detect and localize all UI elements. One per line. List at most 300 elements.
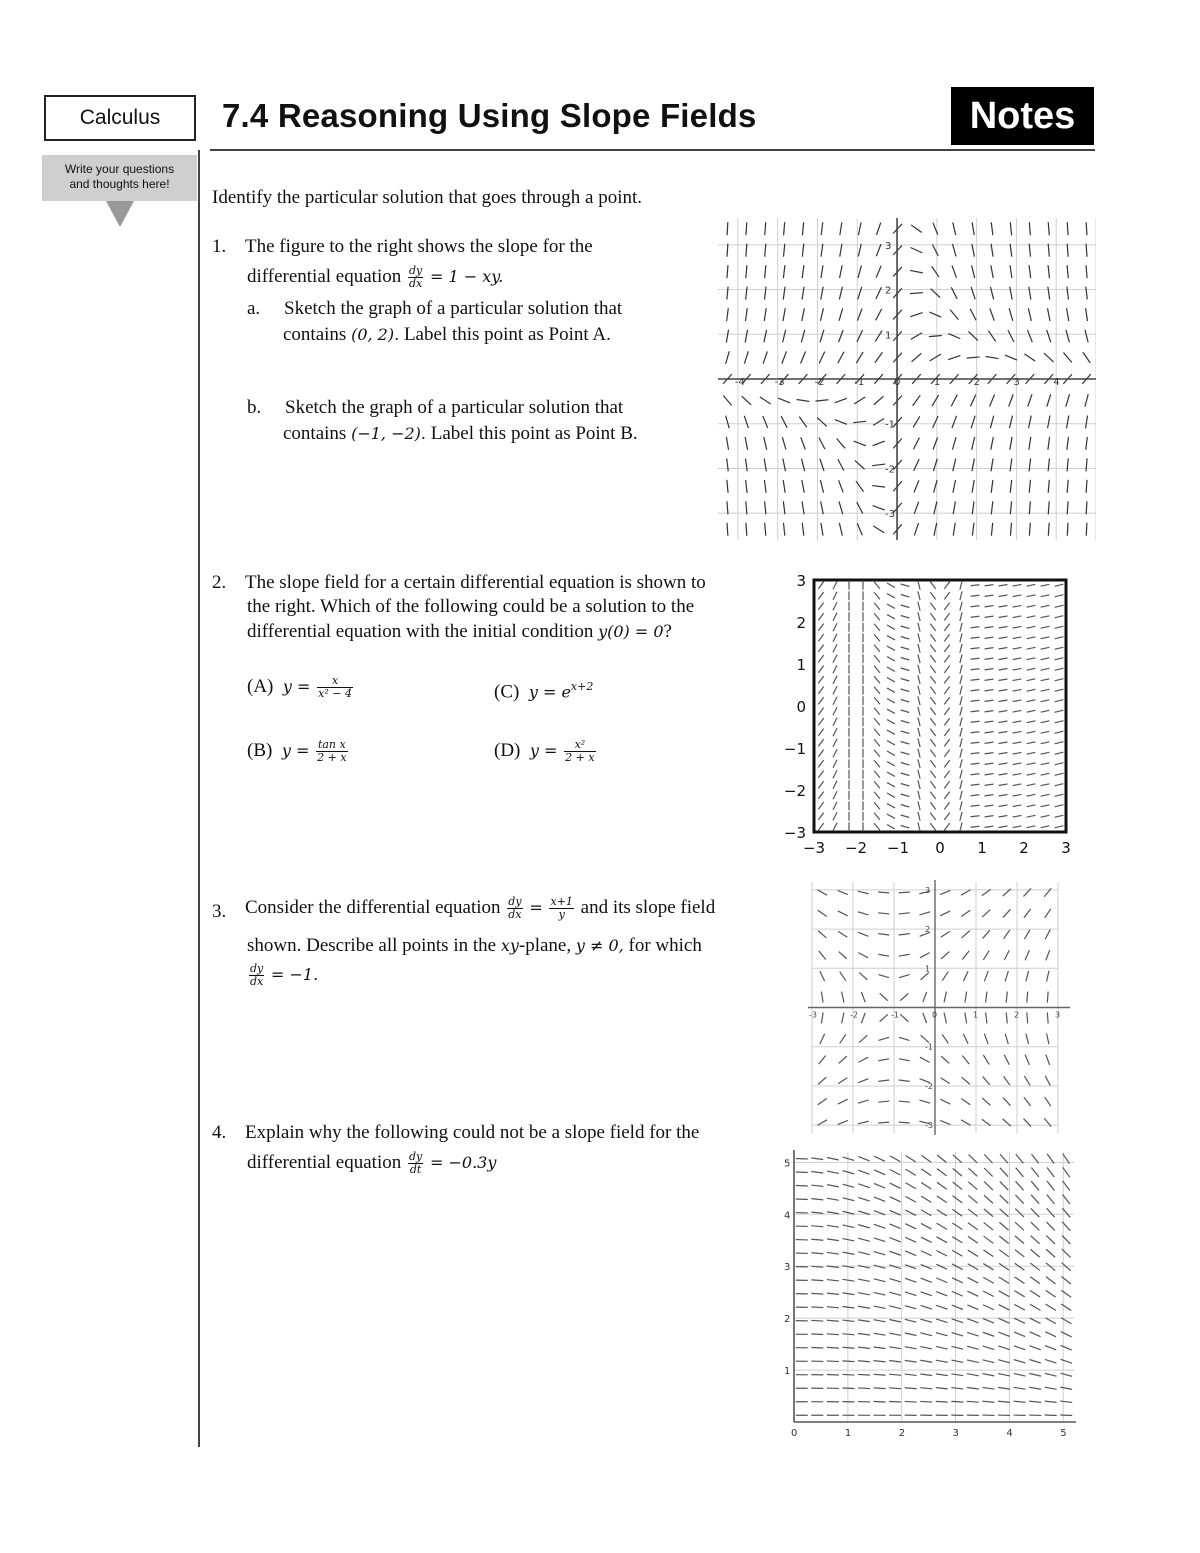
slope-segment [944,781,949,788]
slope-segment [983,1332,994,1336]
slope-segment [827,1347,839,1348]
slope-segment [910,313,922,317]
slope-segment [765,244,766,257]
slope-segment [1013,826,1022,828]
slope-segment [951,1374,963,1376]
slope-segment [838,890,848,894]
x-tick-label: 0 [894,377,901,388]
slope-segment [1048,265,1049,278]
slope-segment [929,336,942,337]
slope-segment [887,741,895,745]
slope-segment [1010,287,1013,300]
slope-segment [827,1158,839,1160]
q4-frac-den: dt [409,1163,422,1177]
slope-segment [833,791,837,799]
slope-segment [858,1157,869,1161]
slope-segment [911,248,923,253]
slope-segment [901,763,910,765]
slope-segment [905,1183,915,1189]
q2-choice-b-frac [316,739,347,764]
y-tick-label: −1 [783,740,806,758]
slope-segment [930,718,935,725]
slope-segment [960,665,962,674]
slope-segment [872,486,885,488]
slope-segment [840,1034,846,1043]
slope-segment [985,742,994,743]
slope-segment [937,1237,947,1243]
slope-segment [918,728,920,737]
slope-segment [890,1224,901,1229]
slope-segment [833,655,837,663]
slope-segment [991,523,992,536]
slope-segment [972,265,975,278]
slope-segment [843,1225,855,1228]
x-tick-label: 1 [973,1010,979,1020]
sidebar-note-line-2: and thoughts here! [69,177,170,191]
slope-segment [837,438,845,448]
slope-segment [1009,308,1013,321]
slope-segment [905,1224,916,1229]
slope-segment [1047,1181,1054,1190]
slope-segment [1055,784,1064,786]
slope-segment [901,731,910,733]
slope-segment [921,1278,932,1282]
slope-segment [820,459,824,471]
slope-segment [991,244,993,257]
x-tick-label: −2 [844,839,868,857]
slope-segment [801,330,804,343]
slope-segment [745,458,747,471]
slope-segment [986,356,999,358]
slope-segment [1014,1360,1026,1363]
slope-segment [985,784,994,785]
q4-line-2 [247,1150,496,1176]
slope-segment [858,912,869,915]
slope-segment [930,781,935,788]
slope-segment [918,707,920,716]
slope-segment [889,1374,901,1375]
slope-segment [940,911,950,916]
slope-segment [878,1037,889,1040]
slope-segment [764,287,766,300]
slope-segment [889,1306,901,1309]
slope-segment [952,1278,963,1283]
slope-segment [953,1155,962,1163]
slope-segment [1013,626,1022,628]
slope-segment [968,1168,977,1176]
slope-segment [1086,244,1087,257]
slope-segment [1061,1345,1072,1350]
slope-segment [1086,416,1088,429]
slope-segment [874,729,880,736]
slope-segment [968,1277,979,1283]
slope-segment [944,676,949,683]
q2-choice-b [247,738,350,764]
slope-segment [960,654,962,663]
slope-segment [820,330,824,342]
slope-segment [1015,1195,1023,1204]
slope-segment [1060,1373,1072,1376]
slope-segment [988,331,995,342]
slope-segment [1027,647,1036,649]
slope-segment [726,330,728,343]
slope-segment [905,1374,917,1375]
slope-segment [854,397,865,404]
slope-segment [874,1238,885,1242]
slope-segment [944,750,949,757]
slope-segment [971,648,980,649]
slope-segment [983,1318,994,1323]
slope-segment [746,523,747,536]
slope-segment [1041,700,1050,702]
slope-segment [1027,1012,1028,1023]
slope-segment [889,1333,901,1335]
slope-segment [971,690,980,691]
slope-segment [930,792,935,799]
slope-segment [1086,265,1087,278]
slope-segment [999,595,1008,597]
slope-segment [818,592,823,599]
slope-segment [936,1319,947,1323]
slope-segment [1041,626,1050,628]
slope-segment [899,1101,910,1102]
slope-segment [843,1171,855,1174]
q1-frac-den: dx [408,277,423,291]
slope-segment [905,1292,916,1296]
slope-segment [1027,721,1036,723]
slope-segment [970,395,975,407]
slope-segment [983,951,989,960]
slope-segment [970,309,976,321]
y-tick-label: 0 [796,698,806,716]
slope-segment [960,591,962,600]
slope-segment [1015,1263,1025,1270]
slope-segment [765,501,766,514]
slope-segment [889,1320,901,1322]
slope-segment [971,763,980,764]
slope-segment [1041,826,1050,828]
slope-segment [818,603,823,610]
slope-segment [960,612,962,621]
slope-segment [876,244,881,256]
slope-segment [911,333,922,340]
slope-segment [999,763,1008,765]
slope-segment [914,502,919,514]
q1b-point: (−1, −2). [351,424,426,443]
slope-segment [858,1293,870,1295]
slope-segment [858,265,861,278]
slope-segment [821,992,823,1003]
slope-segment [818,708,823,715]
slope-segment [818,781,823,788]
slope-segment [1029,1401,1041,1402]
slope-segment [833,739,837,747]
q4-line-1: Explain why the following could not be a slope field for the [245,1122,700,1143]
slope-segment [874,1170,885,1175]
slope-segment [918,770,920,779]
slope-segment [887,667,895,671]
slope-segment [962,1077,970,1084]
slope-segment [985,595,994,596]
slope-segment [929,312,941,317]
slope-segment [818,718,823,725]
slope-segment [819,352,824,364]
slope-segment [905,1265,916,1269]
slope-segment [818,666,823,673]
slope-segment [858,1347,870,1348]
slope-segment [985,795,994,796]
slope-segment [967,1332,978,1336]
q3-line-1-text: Consider the differential equation [245,897,501,918]
slope-segment [985,637,994,638]
slope-segment [944,613,949,620]
slope-segment [921,1196,931,1202]
slope-segment [1030,1318,1041,1323]
slope-segment [821,265,823,278]
q2-choice-b-lhs: y = [281,741,310,760]
slope-segment [874,1156,885,1161]
slope-segment [1086,437,1087,450]
slope-segment [900,1014,908,1021]
slope-segment [727,287,728,300]
y-tick-label: 1 [796,656,806,674]
slope-segment [969,1155,978,1163]
slope-segment [802,222,803,235]
slope-segment [887,604,895,608]
slope-segment [936,1374,948,1376]
slope-segment [811,1239,823,1240]
slope-segment [953,1182,962,1189]
y-tick-label: -2 [885,464,896,476]
x-tick-label: -2 [814,377,825,388]
slope-segment [783,523,784,536]
slope-segment [985,658,994,659]
slope-segment [1047,308,1050,321]
slope-segment [999,1263,1009,1270]
slope-segment [971,711,980,712]
slope-segment [971,416,975,428]
slope-segment [878,954,889,956]
slope-segment [1013,679,1022,681]
slope-segment [1067,222,1068,235]
slope-segment [1004,1055,1009,1065]
slope-segment [1027,826,1036,828]
slope-segment [918,654,920,663]
slope-segment [944,666,949,673]
slope-segment [971,742,980,743]
slope-segment [1013,700,1022,702]
x-tick-label: -3 [809,1010,817,1020]
slope-segment [961,1120,971,1125]
slope-segment [783,265,784,278]
slope-segment [936,1278,947,1283]
slope-segment [937,1210,947,1216]
slope-segment [936,1333,948,1336]
slope-segment [960,801,962,810]
slope-segment [874,624,880,631]
slope-segment [843,1211,855,1214]
slope-segment [727,480,728,493]
q1a-contains: contains [283,324,347,345]
slope-segment [912,353,922,361]
slope-segment [1046,950,1050,960]
slope-segment [953,1168,962,1176]
slope-segment [858,1170,869,1174]
slope-segment [1086,501,1087,514]
slope-segment [932,244,938,256]
x-tick-label: 3 [1055,1010,1061,1020]
y-tick-label: 4 [784,1210,791,1222]
slope-segment [905,1278,916,1282]
y-tick-label: 5 [784,1158,791,1170]
slope-segment [842,992,844,1003]
slope-segment [1046,1277,1056,1284]
slope-segment [874,1252,885,1255]
x-tick-label: -3 [774,377,785,388]
slope-segment [827,1252,839,1254]
slope-segment [818,676,823,683]
slope-segment [901,689,910,691]
slope-segment [918,591,920,600]
slope-segment [887,814,895,818]
slope-segment [1047,1222,1055,1231]
slope-segment [1006,992,1007,1003]
slope-segment [1025,1055,1029,1065]
slope-segment [918,581,920,590]
q1a-label-text: Label this point as Point A. [403,324,611,345]
slope-segment [1067,416,1069,429]
q2-choice-a [247,674,355,700]
slope-segment [901,584,910,586]
q3-frac-1-den: dx [508,908,522,922]
slope-segment [1060,1401,1072,1402]
slope-segment [842,1347,854,1348]
slope-segment [952,1305,963,1309]
y-tick-label: -2 [925,1081,933,1091]
slope-segment [818,771,823,778]
slope-segment [1045,1373,1057,1376]
slope-segment [918,644,920,653]
slope-segment [1086,480,1087,493]
slope-segment [918,738,920,747]
x-tick-label: 2 [1019,839,1029,857]
slope-segment [875,352,883,363]
slope-segment [999,742,1008,744]
q3-frac-3-den: dx [250,975,264,989]
q3-frac-3-num: dy [250,962,264,976]
q2-choice-d-den: 2 + x [565,751,595,765]
slope-segment [918,696,920,705]
slope-segment [818,910,827,916]
slope-segment [858,1333,870,1335]
slope-segment [811,1226,823,1227]
slope-segment [905,1251,916,1256]
slope-segment [962,1055,969,1064]
y-tick-label: -1 [885,419,896,431]
slope-segment [1015,1222,1024,1230]
slope-segment [843,1279,855,1281]
q2-question-mark: ? [663,621,672,642]
slope-segment [901,752,910,754]
slope-segment [838,1120,848,1124]
slope-segment [821,287,823,300]
slope-segment [874,1306,886,1308]
slope-segment [1015,1236,1024,1244]
slope-segment [952,1209,962,1216]
slope-segment [838,911,848,916]
slope-segment [952,437,956,449]
slope-segment [971,627,980,628]
slope-segment [818,1077,826,1084]
slope-segment [962,951,969,960]
slope-segment [944,687,949,694]
slope-segment [1083,352,1090,363]
slope-segment [818,729,823,736]
slope-segment [833,707,837,715]
slope-segment [920,1319,932,1322]
slope-segment [1013,815,1022,817]
slope-segment [887,762,895,766]
slope-segment [843,1293,855,1295]
slope-segment [857,523,862,535]
y-tick-label: 3 [885,240,892,252]
slope-segment [890,1169,901,1175]
slope-segment [1055,616,1064,618]
slope-segment [1014,1291,1024,1297]
slope-segment [1055,605,1064,607]
slope-segment [783,308,785,321]
slope-segment [944,760,949,767]
slope-segment [972,437,975,450]
slope-segment [1048,437,1050,450]
slope-segment [1006,1012,1007,1023]
slope-segment [839,1056,847,1063]
slope-segment [984,971,988,981]
q1-rhs: = 1 − xy. [430,267,504,286]
notes-badge: Notes [951,87,1094,145]
slope-segment [990,416,993,429]
q3-line-2-text: shown. Describe all points in the [247,935,497,956]
slope-segment [827,1361,839,1362]
slope-segment [878,913,889,914]
slope-segment [764,480,766,493]
slope-segment [1061,1318,1071,1324]
slope-segment [854,441,866,446]
slope-segment [1031,1168,1039,1177]
slope-segment [930,582,935,589]
slope-segment [827,1225,839,1227]
slope-segment [1055,773,1064,775]
slope-segment [921,1169,931,1176]
slope-segment [953,222,956,235]
x-tick-label: 1 [933,377,941,388]
slope-segment [983,1360,995,1363]
q4-rhs: = −0.3y [430,1153,497,1172]
slope-segment [1027,773,1036,775]
slope-segment [999,794,1008,796]
slope-segment [1067,523,1068,536]
q2-line-3-text: differential equation with the initial condition [247,621,594,642]
slope-segment [1029,416,1032,429]
slope-segment [802,265,804,278]
slope-segment [1041,658,1050,660]
slope-segment [1046,1055,1050,1065]
slope-segment [802,308,805,321]
slope-segment [985,774,994,775]
slope-segment [1055,668,1064,670]
slope-segment [998,1346,1009,1350]
q1-frac-num: dy [408,264,423,278]
